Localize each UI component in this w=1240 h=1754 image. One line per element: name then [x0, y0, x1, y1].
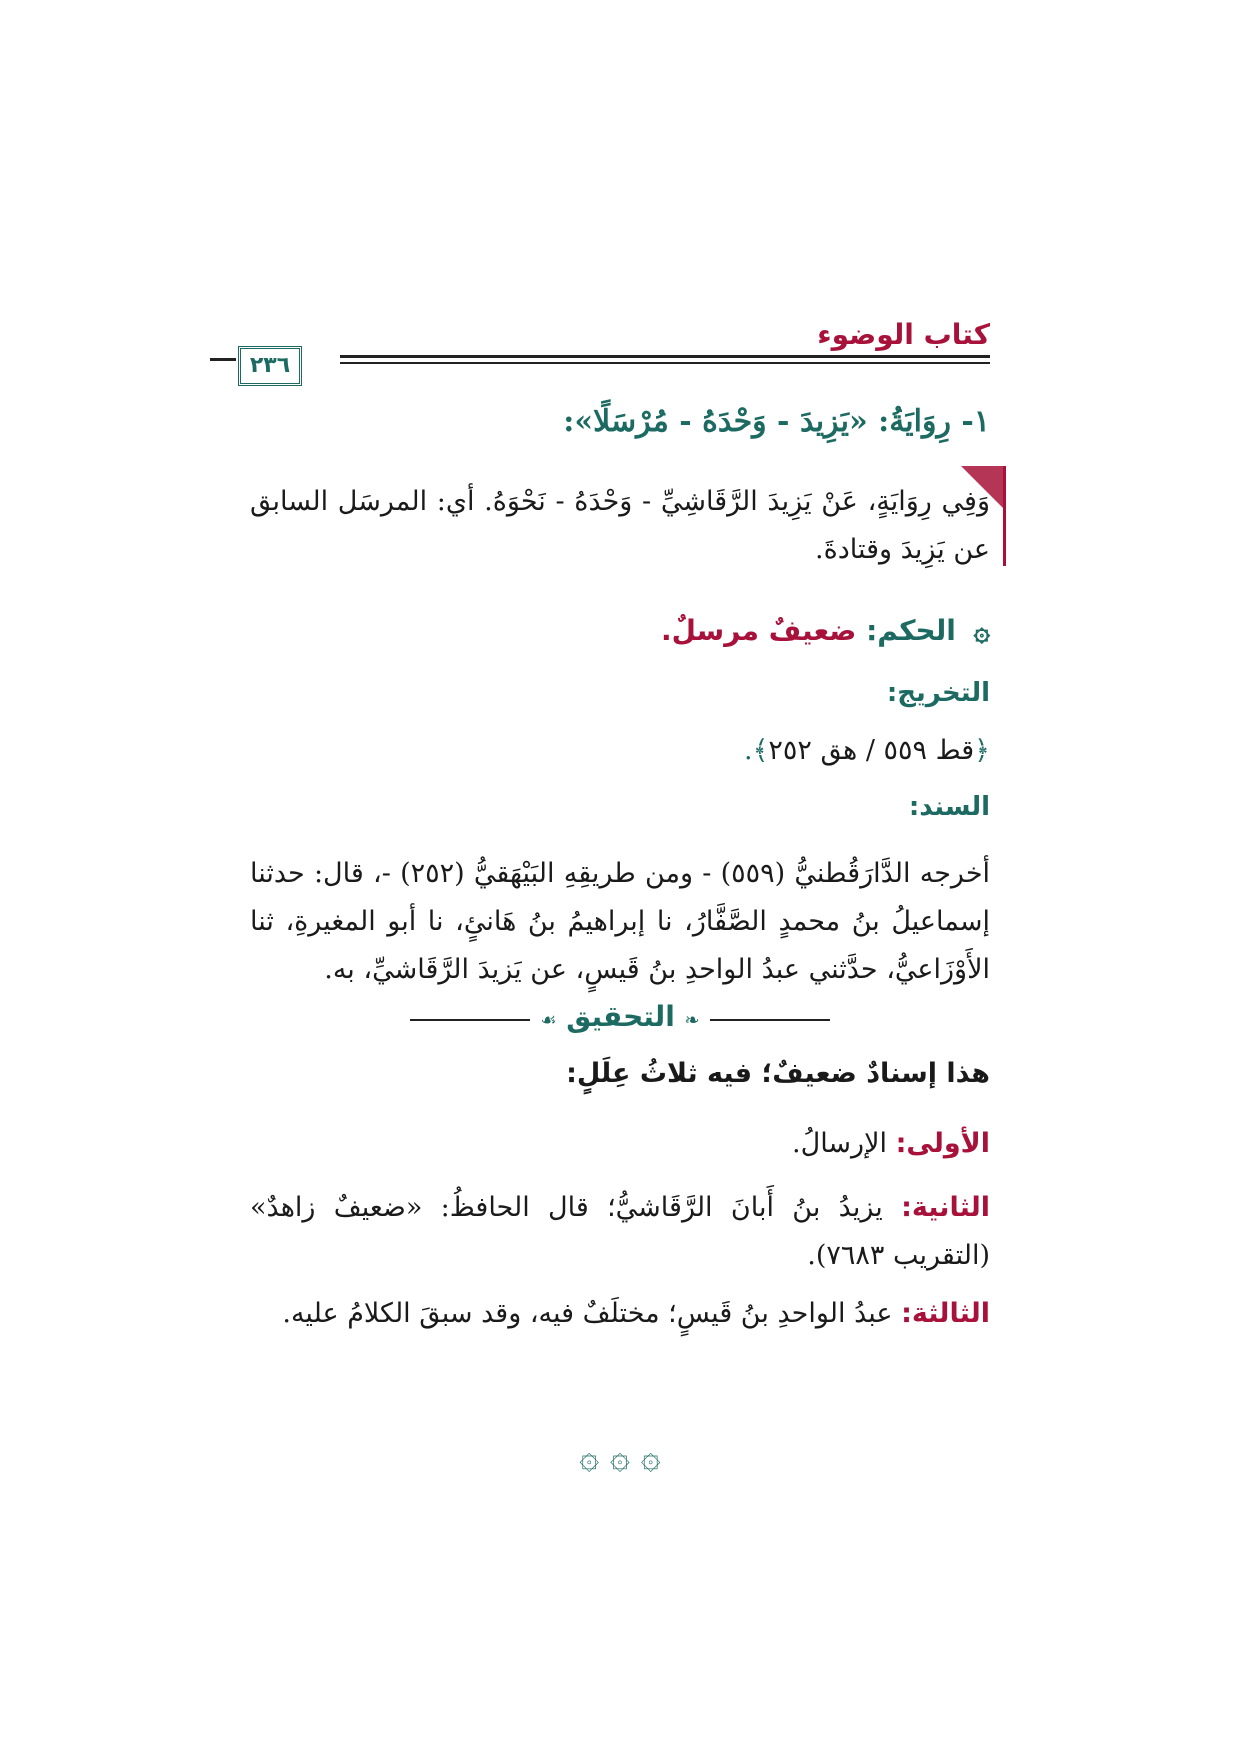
illa-key: الأولى:: [895, 1128, 990, 1159]
ruling-value: ضعيفٌ مرسلٌ.: [661, 614, 857, 647]
sanad-label: السند:: [908, 792, 990, 822]
header-rule-top: [340, 355, 990, 358]
divider-ornament-icon: ❧: [684, 1010, 700, 1031]
section-heading: ١- رِوَايَةُ: «يَزِيدَ - وَحْدَهُ - مُرْسَلًا»:: [563, 404, 990, 439]
illa-text: عبدُ الواحدِ بنُ قَيسٍ؛ مختلَفٌ فيه، وقد سبقَ الكلامُ عليه.: [282, 1298, 893, 1329]
header-rule-left: [210, 358, 236, 361]
illa-text: يزيدُ بنُ أَبانَ الرَّقَاشيُّ؛ قال الحافظُ: «ضعيفٌ زاهدٌ» (التقريب ٧٦٨٣).: [250, 1192, 990, 1271]
illa-key: الثالثة:: [901, 1298, 990, 1329]
takhrij-label: التخريج:: [886, 678, 990, 708]
tahqiq-summary: هذا إسنادٌ ضعيفٌ؛ فيه ثلاثُ عِلَلٍ:: [566, 1058, 990, 1089]
tahqiq-title-text: التحقيق: [566, 1000, 675, 1033]
ruling-line: [661, 614, 990, 647]
sanad-paragraph: أخرجه الدَّارَقُطنيُّ (٥٥٩) - ومن طريقِهِ البَيْهَقيُّ (٢٥٢) -، قال: حدثنا إسماعيلُ بنُ محمدٍ الصَّفَّارُ، نا إبراهيمُ بنُ هَانئٍ، نا أبو المغيرةِ، ثنا الأَوْزَاعيُّ، حدَّثني عبدُ الواحدِ بنُ قَيسٍ، عن يَزيدَ الرَّقَاشيِّ، به.: [250, 858, 991, 985]
open-bracket: ﴿: [974, 735, 990, 766]
close-bracket: ﴾.: [744, 735, 769, 766]
intro-paragraph: وَفِي رِوَايَةٍ، عَنْ يَزِيدَ الرَّقَاشِيِّ - وَحْدَهُ - نَحْوَهُ. أي: المرسَل السابق عن يَزِيدَ وقتادةَ.: [250, 486, 990, 565]
divider-ornament-icon: ☙: [540, 1010, 557, 1031]
flower-icon: ۞: [973, 614, 990, 647]
tahqiq-divider: [410, 1000, 830, 1040]
tahqiq-title: [410, 1000, 830, 1033]
page-number: ٢٣٦: [238, 346, 302, 386]
refs-text: قط ٥٥٩ / هق ٢٥٢: [768, 735, 975, 766]
illa-item: [250, 1184, 990, 1280]
end-ornament-icons: ۞ ۞ ۞: [579, 1437, 661, 1477]
illa-item: [250, 1120, 990, 1168]
header-rule-bottom: [340, 362, 990, 364]
book-title: كتاب الوضوء: [817, 318, 990, 351]
ruling-label: الحكم:: [866, 614, 956, 647]
illa-key: الثانية:: [901, 1192, 990, 1223]
margin-bar: [1003, 466, 1006, 566]
takhrij-refs: [744, 735, 990, 766]
illa-text: الإرسالُ.: [792, 1128, 887, 1159]
illa-item: [250, 1290, 990, 1338]
